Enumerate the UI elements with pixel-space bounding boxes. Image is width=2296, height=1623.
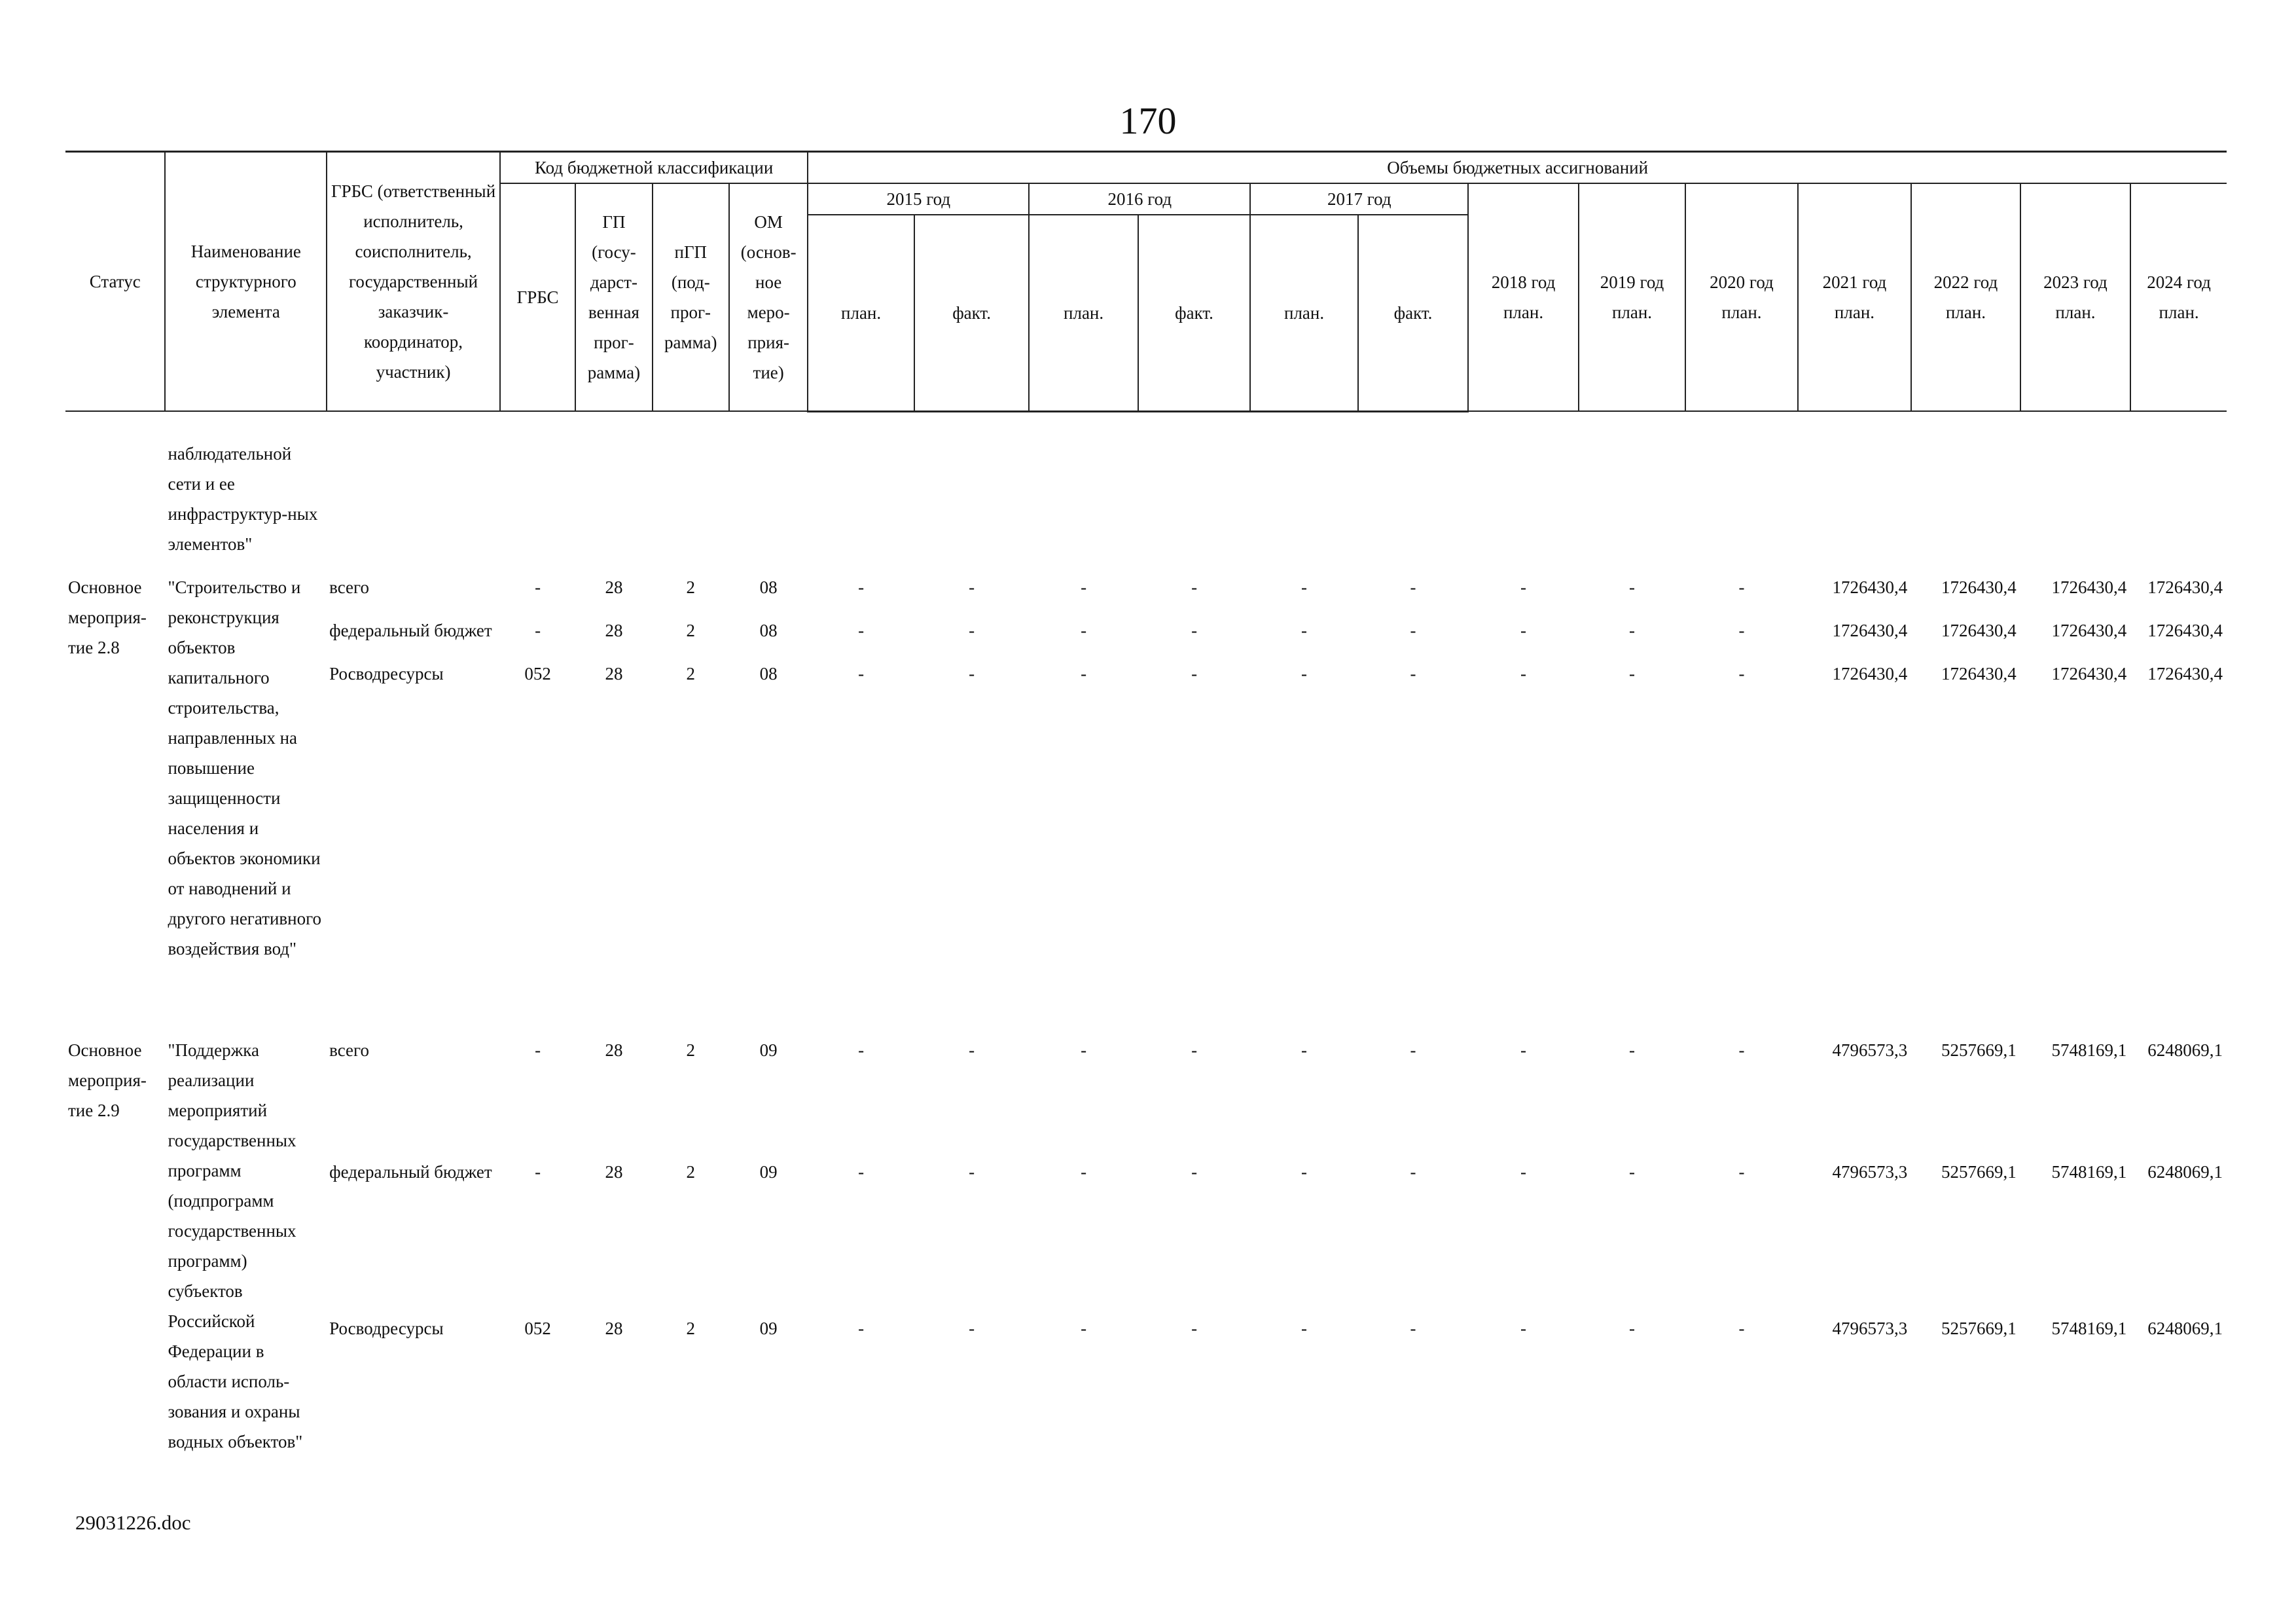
cell-2016-fact: - xyxy=(1191,577,1198,597)
row-name: "Поддержка реализации мероприятий государственных программ (подпрограмм государственных программ) субъектов Российской Федерации в области исполь-зования и охраны водных объектов" xyxy=(168,1040,303,1451)
row-name: "Строительство и реконструкция объектов капитального строительства, направленных на повышение защищенности населения и объектов экономики от наводнений и другого негативного воздействия вод" xyxy=(168,577,322,958)
cell-2018: - xyxy=(1520,663,1527,684)
table-row xyxy=(65,1300,2227,1457)
cell-2024: 1726430,4 xyxy=(2147,577,2223,597)
header-volumes-group: Объемы бюджетных ассигнований xyxy=(808,152,2227,184)
page-number: 170 xyxy=(1119,100,1177,142)
cell-grbs-role: всего xyxy=(329,577,369,597)
table-row xyxy=(65,646,2227,1022)
cell-grbs: - xyxy=(535,1040,541,1060)
cell-2018: - xyxy=(1520,1161,1527,1182)
header-2016-fact: факт. xyxy=(1138,215,1251,411)
cell-2016-plan: - xyxy=(1081,1161,1087,1182)
cell-pgp: 2 xyxy=(686,620,696,640)
cell-2015-fact: - xyxy=(969,1318,975,1338)
cell-2023: 1726430,4 xyxy=(2051,663,2127,684)
header-code-pgp: пГП (под-прог-рамма) xyxy=(653,183,729,411)
document-filename: 29031226.doc xyxy=(75,1511,191,1534)
cell-pgp: 2 xyxy=(686,577,696,597)
header-code-gp: ГП (госу-дарст-венная прог-рамма) xyxy=(575,183,652,411)
cell-2017-fact: - xyxy=(1410,1040,1416,1060)
cell-2017-fact: - xyxy=(1410,1318,1416,1338)
cell-2022: 1726430,4 xyxy=(1941,577,2017,597)
cell-2018: - xyxy=(1520,620,1527,640)
header-2020: 2020 год план. xyxy=(1685,183,1798,411)
cell-om: 08 xyxy=(759,663,778,684)
cell-2023: 1726430,4 xyxy=(2051,620,2127,640)
table-row xyxy=(65,572,2227,602)
header-2015-plan: план. xyxy=(808,215,914,411)
cell-2017-plan: - xyxy=(1301,1161,1308,1182)
cell-2020: - xyxy=(1738,620,1745,640)
header-grbs-role: ГРБС (ответственный исполнитель, соисполнитель, государственный заказчик-координатор, участник) xyxy=(327,152,500,412)
cell-2016-fact: - xyxy=(1191,663,1198,684)
cell-2022: 1726430,4 xyxy=(1941,620,2017,640)
cell-2020: - xyxy=(1738,577,1745,597)
cell-2016-plan: - xyxy=(1081,663,1087,684)
budget-table xyxy=(65,151,2227,1457)
cell-2015-plan: - xyxy=(858,620,865,640)
row-status: Основное мероприя-тие 2.8 xyxy=(68,577,147,657)
cell-2020: - xyxy=(1738,1161,1745,1182)
cell-2023: 5748169,1 xyxy=(2051,1161,2127,1182)
cell-2015-plan: - xyxy=(858,577,865,597)
header-year-2015: 2015 год xyxy=(808,183,1029,215)
cell-2019: - xyxy=(1629,1318,1635,1338)
cell-2015-plan: - xyxy=(858,1040,865,1060)
cell-2019: - xyxy=(1629,577,1635,597)
header-2017-fact: факт. xyxy=(1358,215,1468,411)
cell-2020: - xyxy=(1738,1318,1745,1338)
cell-2015-fact: - xyxy=(969,1161,975,1182)
cell-2021: 1726430,4 xyxy=(1832,577,1908,597)
cell-2017-fact: - xyxy=(1410,577,1416,597)
cell-2016-fact: - xyxy=(1191,1318,1198,1338)
cell-grbs-role: федеральный бюджет xyxy=(329,620,492,640)
cell-2019: - xyxy=(1629,620,1635,640)
cell-gp: 28 xyxy=(605,577,623,597)
cell-om: 09 xyxy=(759,1161,778,1182)
cell-2018: - xyxy=(1520,577,1527,597)
table-row xyxy=(65,439,2227,559)
cell-2016-plan: - xyxy=(1081,620,1087,640)
table-row xyxy=(65,1144,2227,1300)
cell-2024: 6248069,1 xyxy=(2147,1318,2223,1338)
cell-om: 08 xyxy=(759,577,778,597)
header-2016-plan: план. xyxy=(1029,215,1138,411)
header-name: Наименование структурного элемента xyxy=(165,152,327,412)
cell-om: 09 xyxy=(759,1318,778,1338)
cell-2019: - xyxy=(1629,1040,1635,1060)
row-status: Основное мероприя-тие 2.9 xyxy=(68,1040,147,1120)
header-year-2016: 2016 год xyxy=(1029,183,1250,215)
cell-2023: 5748169,1 xyxy=(2051,1318,2127,1338)
cell-2022: 5257669,1 xyxy=(1941,1318,2017,1338)
cell-gp: 28 xyxy=(605,620,623,640)
cell-2015-fact: - xyxy=(969,577,975,597)
cell-om: 09 xyxy=(759,1040,778,1060)
cell-pgp: 2 xyxy=(686,663,696,684)
cell-2020: - xyxy=(1738,663,1745,684)
cell-2024: 1726430,4 xyxy=(2147,620,2223,640)
cell-gp: 28 xyxy=(605,1040,623,1060)
cell-2017-plan: - xyxy=(1301,1040,1308,1060)
cell-2022: 5257669,1 xyxy=(1941,1161,2017,1182)
header-code-om: ОМ (основ-ное меро-прия-тие) xyxy=(729,183,808,411)
cell-2018: - xyxy=(1520,1040,1527,1060)
cell-2017-fact: - xyxy=(1410,663,1416,684)
header-2019: 2019 год план. xyxy=(1579,183,1685,411)
cell-grbs-role: федеральный бюджет xyxy=(329,1161,492,1182)
cell-2023: 5748169,1 xyxy=(2051,1040,2127,1060)
cell-2015-plan: - xyxy=(858,1161,865,1182)
cell-gp: 28 xyxy=(605,1318,623,1338)
cell-grbs: - xyxy=(535,577,541,597)
cell-pgp: 2 xyxy=(686,1318,696,1338)
header-status: Статус xyxy=(65,152,165,412)
cell-2015-plan: - xyxy=(858,663,865,684)
cell-2022: 5257669,1 xyxy=(1941,1040,2017,1060)
header-2024: 2024 год план. xyxy=(2130,183,2227,411)
cell-2022: 1726430,4 xyxy=(1941,663,2017,684)
cell-2016-fact: - xyxy=(1191,1040,1198,1060)
cell-2024: 1726430,4 xyxy=(2147,663,2223,684)
cell-pgp: 2 xyxy=(686,1040,696,1060)
header-2023: 2023 год план. xyxy=(2020,183,2130,411)
cell-2017-plan: - xyxy=(1301,577,1308,597)
cell-om: 08 xyxy=(759,620,778,640)
cell-2017-plan: - xyxy=(1301,1318,1308,1338)
cell-2024: 6248069,1 xyxy=(2147,1040,2223,1060)
header-2018: 2018 год план. xyxy=(1468,183,1578,411)
cell-2016-plan: - xyxy=(1081,577,1087,597)
cell-grbs: - xyxy=(535,1161,541,1182)
header-2022: 2022 год план. xyxy=(1911,183,2020,411)
cell-2016-plan: - xyxy=(1081,1040,1087,1060)
cell-gp: 28 xyxy=(605,1161,623,1182)
cell-grbs: 052 xyxy=(524,663,551,684)
table-row xyxy=(65,1035,2227,1144)
cell-2024: 6248069,1 xyxy=(2147,1161,2223,1182)
cell-2016-fact: - xyxy=(1191,1161,1198,1182)
cell-2021: 4796573,3 xyxy=(1832,1318,1908,1338)
cell-2015-fact: - xyxy=(969,620,975,640)
table-row xyxy=(65,602,2227,646)
cell-2018: - xyxy=(1520,1318,1527,1338)
cell-2023: 1726430,4 xyxy=(2051,577,2127,597)
header-2021: 2021 год план. xyxy=(1798,183,1912,411)
cell-gp: 28 xyxy=(605,663,623,684)
cell-2016-fact: - xyxy=(1191,620,1198,640)
cell-grbs-role: Росводресурсы xyxy=(329,663,444,684)
cell-2015-plan: - xyxy=(858,1318,865,1338)
cell-pgp: 2 xyxy=(686,1161,696,1182)
header-code-grbs: ГРБС xyxy=(500,183,575,411)
cell-2015-fact: - xyxy=(969,1040,975,1060)
table-header xyxy=(65,152,2227,412)
cell-2021: 1726430,4 xyxy=(1832,663,1908,684)
header-code-group: Код бюджетной классификации xyxy=(500,152,808,184)
cell-grbs-role: Росводресурсы xyxy=(329,1318,444,1338)
header-2017-plan: план. xyxy=(1250,215,1357,411)
cell-2021: 4796573,3 xyxy=(1832,1040,1908,1060)
cell-grbs: 052 xyxy=(524,1318,551,1338)
continuation-text: наблюдательной сети и ее инфраструктур-ных элементов" xyxy=(168,443,318,554)
cell-2019: - xyxy=(1629,663,1635,684)
cell-grbs: - xyxy=(535,620,541,640)
cell-2020: - xyxy=(1738,1040,1745,1060)
cell-2017-fact: - xyxy=(1410,620,1416,640)
cell-2017-fact: - xyxy=(1410,1161,1416,1182)
header-year-2017: 2017 год xyxy=(1250,183,1468,215)
cell-2016-plan: - xyxy=(1081,1318,1087,1338)
cell-2019: - xyxy=(1629,1161,1635,1182)
cell-2017-plan: - xyxy=(1301,620,1308,640)
cell-2017-plan: - xyxy=(1301,663,1308,684)
header-2015-fact: факт. xyxy=(914,215,1030,411)
cell-2021: 1726430,4 xyxy=(1832,620,1908,640)
cell-2021: 4796573,3 xyxy=(1832,1161,1908,1182)
cell-grbs-role: всего xyxy=(329,1040,369,1060)
cell-2015-fact: - xyxy=(969,663,975,684)
